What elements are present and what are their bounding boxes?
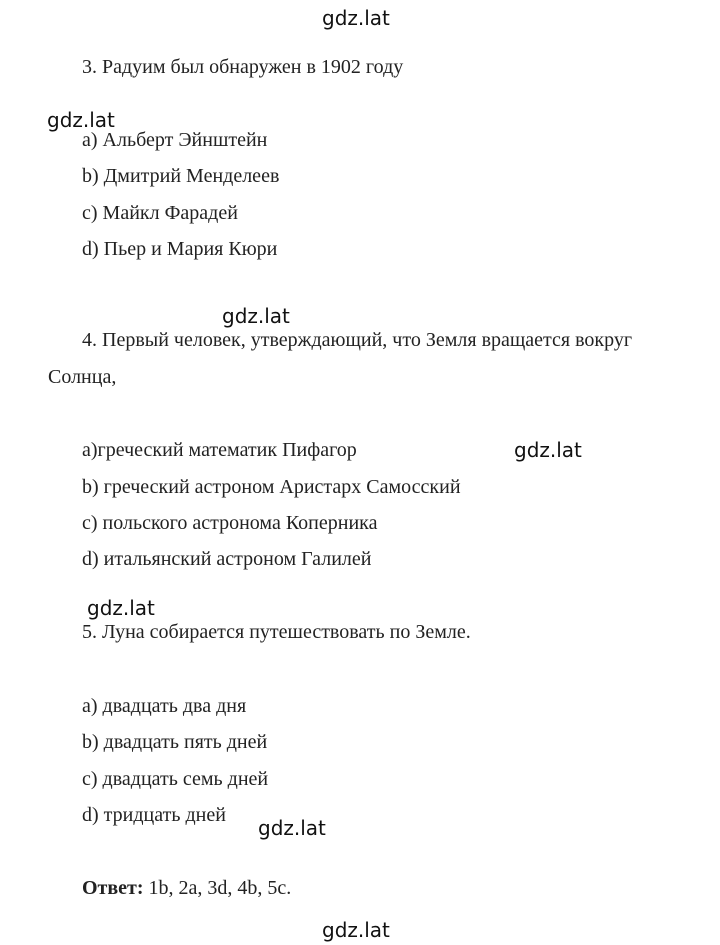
q5-option-a: a) двадцать два дня [82, 695, 247, 717]
watermark-q5: gdz.lat [87, 596, 155, 620]
q4-option-c: c) польского астронома Коперника [82, 512, 378, 534]
q3-option-b: b) Дмитрий Менделеев [82, 165, 280, 187]
question-3: 3. Радуим был обнаружен в 1902 году [82, 56, 404, 78]
q4-option-d: d) итальянский астроном Галилей [82, 548, 372, 570]
watermark-top: gdz.lat [322, 6, 390, 30]
question-4-line-2: Солнца, [48, 366, 117, 388]
watermark-q4: gdz.lat [222, 304, 290, 328]
answer-label: Ответ: [82, 877, 144, 899]
q4-option-a: a)греческий математик Пифагор [82, 439, 357, 461]
watermark-q3: gdz.lat [47, 108, 115, 132]
q5-option-b: b) двадцать пять дней [82, 731, 268, 753]
answer-value: 1b, 2a, 3d, 4b, 5c. [143, 877, 292, 899]
q5-option-c: c) двадцать семь дней [82, 768, 269, 790]
q3-option-c: c) Майкл Фарадей [82, 202, 238, 224]
watermark-q5-bottom: gdz.lat [258, 816, 326, 840]
q3-option-a: a) Альберт Эйнштейн [82, 129, 268, 151]
watermark-bottom: gdz.lat [322, 918, 390, 942]
answer-line [82, 876, 291, 900]
q5-option-d: d) тридцать дней [82, 804, 226, 826]
question-5: 5. Луна собирается путешествовать по Земле. [82, 621, 471, 643]
watermark-q4-right: gdz.lat [514, 438, 582, 462]
q4-option-b: b) греческий астроном Аристарх Самосский [82, 476, 461, 498]
q3-option-d: d) Пьер и Мария Кюри [82, 238, 278, 260]
question-4-line-1: 4. Первый человек, утверждающий, что Земля вращается вокруг [82, 329, 633, 351]
